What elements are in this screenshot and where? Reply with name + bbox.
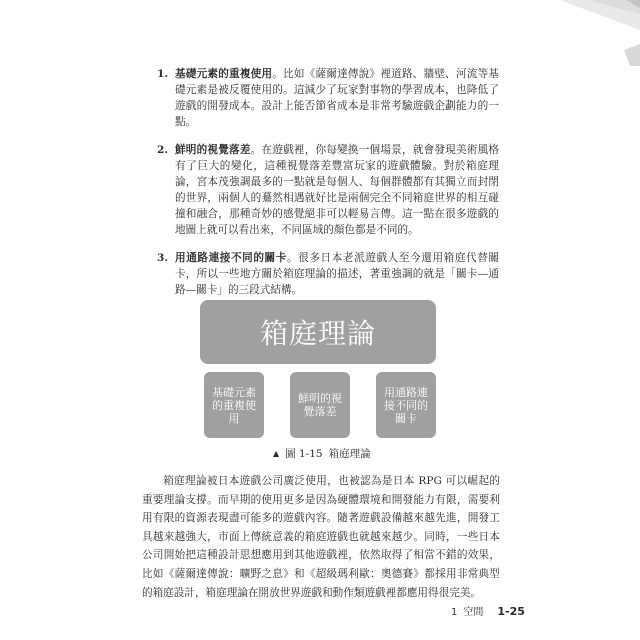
chapter-number: 1 [451, 607, 458, 618]
list-item [157, 142, 499, 238]
body-paragraph: 箱庭理論被日本遊戲公司廣泛使用，也被認為是日本 RPG 可以崛起的重要理論支撐。而早期的使用更多是因為硬體環境和開發能力有限，需要利用有限的資源表現盡可能多的遊戲內容。隨著遊戲設備越來越先進，開發工具越來越強大，市面上傳統意義的箱庭遊戲也就越來越少。同時，一些日本公司開始把這種設計思想應用到其他遊戲裡，依然取得了相當不錯的效果，比如《薩爾達傳說：曠野之息》和《超級瑪利歐：奧德賽》都採用非常典型的箱庭設計，箱庭理論在開放世界遊戲和動作類遊戲裡都應用得很完美。 [142, 475, 500, 599]
list-item-body: 。在遊戲裡，你每變換一個場景，就會發現美術風格有了巨大的變化，這種視覺落差豐富玩家的遊戲體驗。對於箱庭理論，宮本茂強調最多的一點就是每個人、每個群體都有其獨立而封閉的世界，兩個人的驀然相遇就好比是兩個完全不同箱庭世界的相互碰撞和融合，那種奇妙的感覺絕非可以輕易言傳。這一點在很多遊戲的地圖上就可以看出來，不同區域的顏色都是不同的。 [175, 144, 500, 236]
list-item-heading: 鮮明的視覺落差 [175, 144, 251, 156]
list-item-number: 1. [157, 68, 169, 80]
list-item [157, 250, 499, 298]
feature-list [157, 66, 499, 310]
list-item-body: 。比如《薩爾達傳說》裡道路、牆壁、河流等基礎元素是被反覆使用的。這減少了玩家對事物的學習成本，也降低了遊戲的開發成本。設計上能否節省成本是非常考驗遊戲企劃能力的一點。 [175, 68, 499, 128]
figure-caption [273, 446, 371, 461]
page-footer [451, 603, 525, 618]
hakoniwa-diagram [200, 300, 440, 465]
diagram-title-box: 箱庭理論 [200, 300, 436, 364]
diagram-box-basic-elements: 基礎元素的重複使用 [204, 372, 264, 438]
corner-decoration [540, 0, 640, 66]
page-number: 1-25 [497, 605, 525, 618]
list-item-body: 。很多日本老派遊戲人至今還用箱庭代替關卡，所以一些地方關於箱庭理論的描述，著重強調的就是「關卡—通路—關卡」的三段式結構。 [175, 252, 500, 296]
diagram-box-visual-contrast: 鮮明的視覺落差 [290, 372, 350, 438]
list-item-heading: 基礎元素的重複使用 [175, 68, 273, 80]
triangle-marker-icon: ▲ [273, 449, 280, 458]
figure-title: 箱庭理論 [328, 448, 371, 460]
list-item [157, 66, 499, 130]
figure-number: 圖 1-15 [285, 448, 323, 460]
list-item-number: 2. [157, 144, 169, 156]
chapter-title: 空間 [463, 607, 484, 618]
list-item-number: 3. [157, 252, 169, 264]
diagram-box-path-connection: 用通路連接不同的關卡 [376, 372, 436, 438]
list-item-heading: 用通路連接不同的關卡 [175, 252, 287, 264]
